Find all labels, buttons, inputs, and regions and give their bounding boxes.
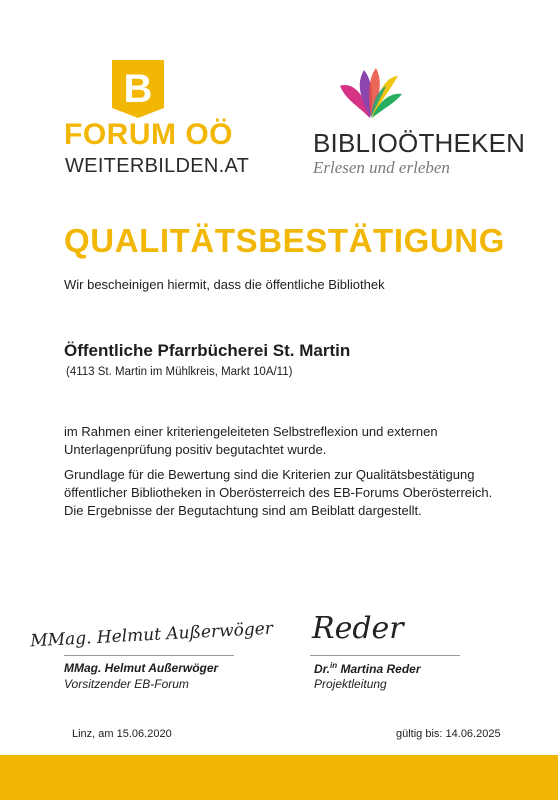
certificate-title: QUALITÄTSBESTÄTIGUNG — [64, 222, 505, 259]
bibliotheken-logo-title: BIBLIOÖTHEKEN — [313, 128, 526, 158]
signatory-right-name-text: Martina Reder — [340, 662, 421, 676]
paragraph-line: Grundlage für die Bewertung sind die Kriterien zur Qualitätsbestätigung — [64, 467, 475, 482]
evaluation-paragraph — [64, 423, 524, 459]
signature-line-left — [64, 655, 234, 656]
signatory-right-title: Dr. — [314, 662, 331, 676]
signature-right-handwriting: Reder — [312, 611, 404, 646]
forum-logo-subtitle: WEITERBILDEN.AT — [65, 155, 250, 177]
signature-line-right — [310, 655, 460, 656]
forum-logo-title: FORUM OÖ — [64, 118, 233, 151]
signature-left-handwriting: MMag. Helmut Außerwöger — [29, 618, 274, 652]
library-name: Öffentliche Pfarrbücherei St. Martin — [64, 341, 351, 360]
footer-bar — [0, 755, 558, 800]
paragraph-line: Unterlagenprüfung positiv begutachtet wurde. — [64, 442, 327, 457]
criteria-paragraph — [64, 466, 524, 520]
bibliotheken-logo-slogan: Erlesen und erleben — [313, 158, 450, 177]
signatory-right-name — [314, 661, 421, 676]
place-date: Linz, am 15.06.2020 — [72, 728, 172, 740]
signatory-left-role: Vorsitzender EB-Forum — [64, 677, 189, 691]
signature-left-image — [28, 612, 278, 652]
signatory-right-role: Projektleitung — [314, 677, 387, 691]
signatory-right-title-sup: in — [330, 661, 338, 670]
signatory-left-name: MMag. Helmut Außerwöger — [64, 661, 219, 675]
paragraph-line: Die Ergebnisse der Begutachtung sind am Beiblatt dargestellt. — [64, 503, 422, 518]
valid-until: gültig bis: 14.06.2025 — [396, 728, 501, 740]
forum-logo-letter: B — [123, 67, 153, 111]
intro-text: Wir bescheinigen hiermit, dass die öffentliche Bibliothek — [64, 277, 385, 292]
forum-oo-logo-icon — [108, 58, 168, 120]
butterfly-book-icon — [336, 66, 406, 124]
paragraph-line: im Rahmen einer kriteriengeleiteten Selbstreflexion und externen — [64, 424, 438, 439]
library-address: (4113 St. Martin im Mühlkreis, Markt 10A/11) — [66, 366, 293, 378]
paragraph-line: öffentlicher Bibliotheken in Oberösterreich des EB-Forums Oberösterreich. — [64, 485, 493, 500]
signature-right-image — [304, 600, 414, 652]
